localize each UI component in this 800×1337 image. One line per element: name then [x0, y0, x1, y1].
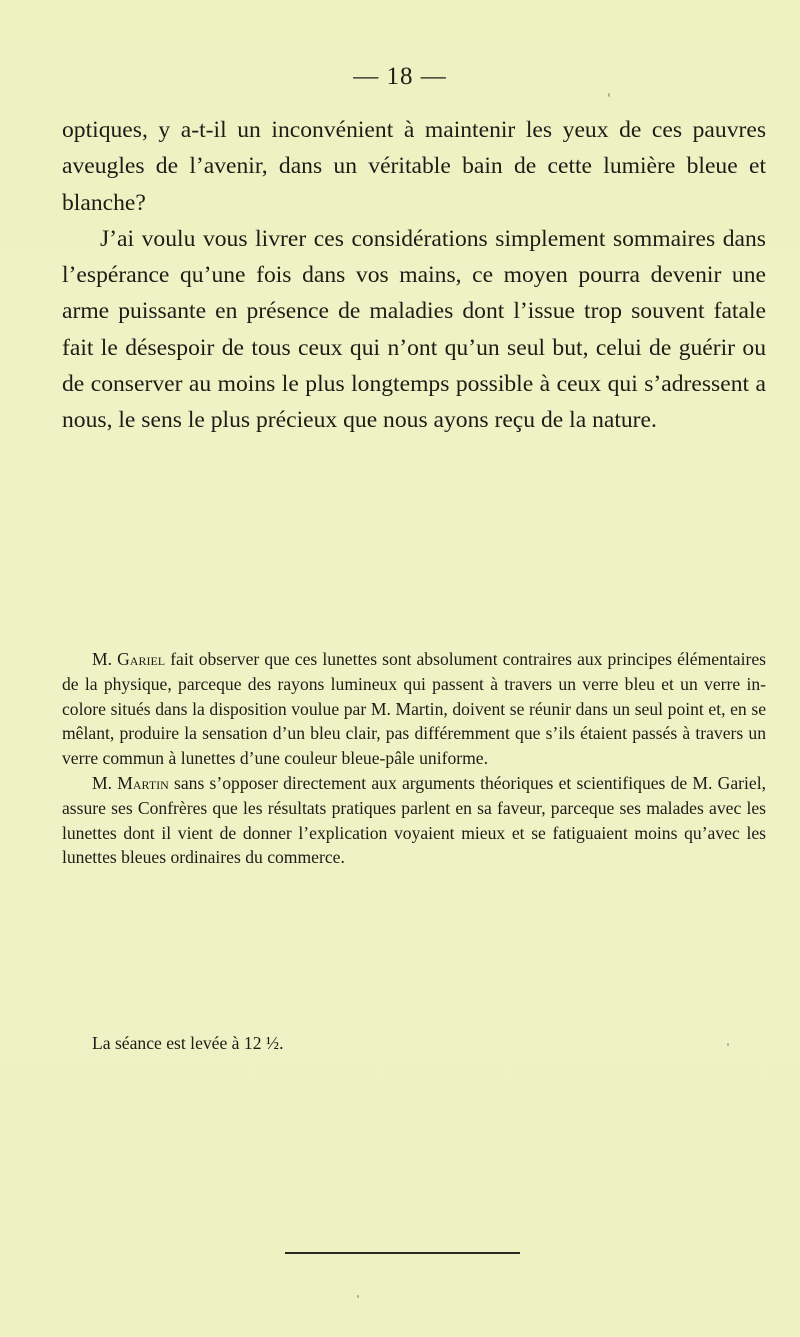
closing-line: La séance est levée à 12 ½.: [92, 1033, 284, 1053]
paper-speck: [357, 1295, 359, 1298]
paper-speck: [608, 93, 610, 97]
end-rule: [285, 1252, 520, 1254]
page-number: — 18 —: [353, 63, 447, 90]
session-minutes: [62, 647, 766, 870]
speaker-gariel: M. Gariel: [92, 649, 166, 669]
speaker-martin: M. Martin: [92, 772, 169, 793]
minutes-text-martin: sans s’opposer directement aux arguments théoriques et scientifiques de M. Gariel, assure ses Confrères que les résultats pratiques parlent en sa faveur, parceque ses malades avec les lunettes dont il vient de donner l’explication voyaient mieux et se fatiguaient moins qu’avec les lunettes bleues ordinaires du commerce.: [62, 772, 766, 868]
main-text: [62, 112, 766, 439]
minutes-entry-martin: [62, 771, 766, 870]
paragraph-1: optiques, y a-t-il un inconvénient à maintenir les yeux de ces pauvres aveugles de l’avenir, dans un véritable bain de cette lumière bleue et blanche?: [62, 117, 766, 216]
minutes-entry-gariel: [62, 647, 766, 771]
paragraph-2: J’ai voulu vous livrer ces considérations simplement sommaires dans l’espérance qu’une fois dans vos mains, ce moyen pourra devenir une arme puissante en présence de maladies dont l’issue trop souvent fatale fait le désespoir de tous ceux qui n’ont qu’un seul but, celui de guérir ou de conserver au moins le plus longtemps possible à ceux qui s’adressent a nous, le sens le plus précieux que nous ayons reçu de la nature.: [62, 225, 766, 434]
paper-speck: [727, 1043, 729, 1046]
minutes-text-gariel: fait observer que ces lunettes sont absolument contraires aux principes élémentaires de la physique, parceque des rayons lumineux qui passent à travers un verre bleu et un verre in-colore situés dans la disposition voulue par M. Martin, doivent se réunir dans un seul point et, en se mêlant, produire la sensation d’un bleu clair, pas différemment que s’ils étaient passés à travers un verre commun à lunettes d’une couleur bleue-pâle uniforme.: [62, 649, 766, 769]
